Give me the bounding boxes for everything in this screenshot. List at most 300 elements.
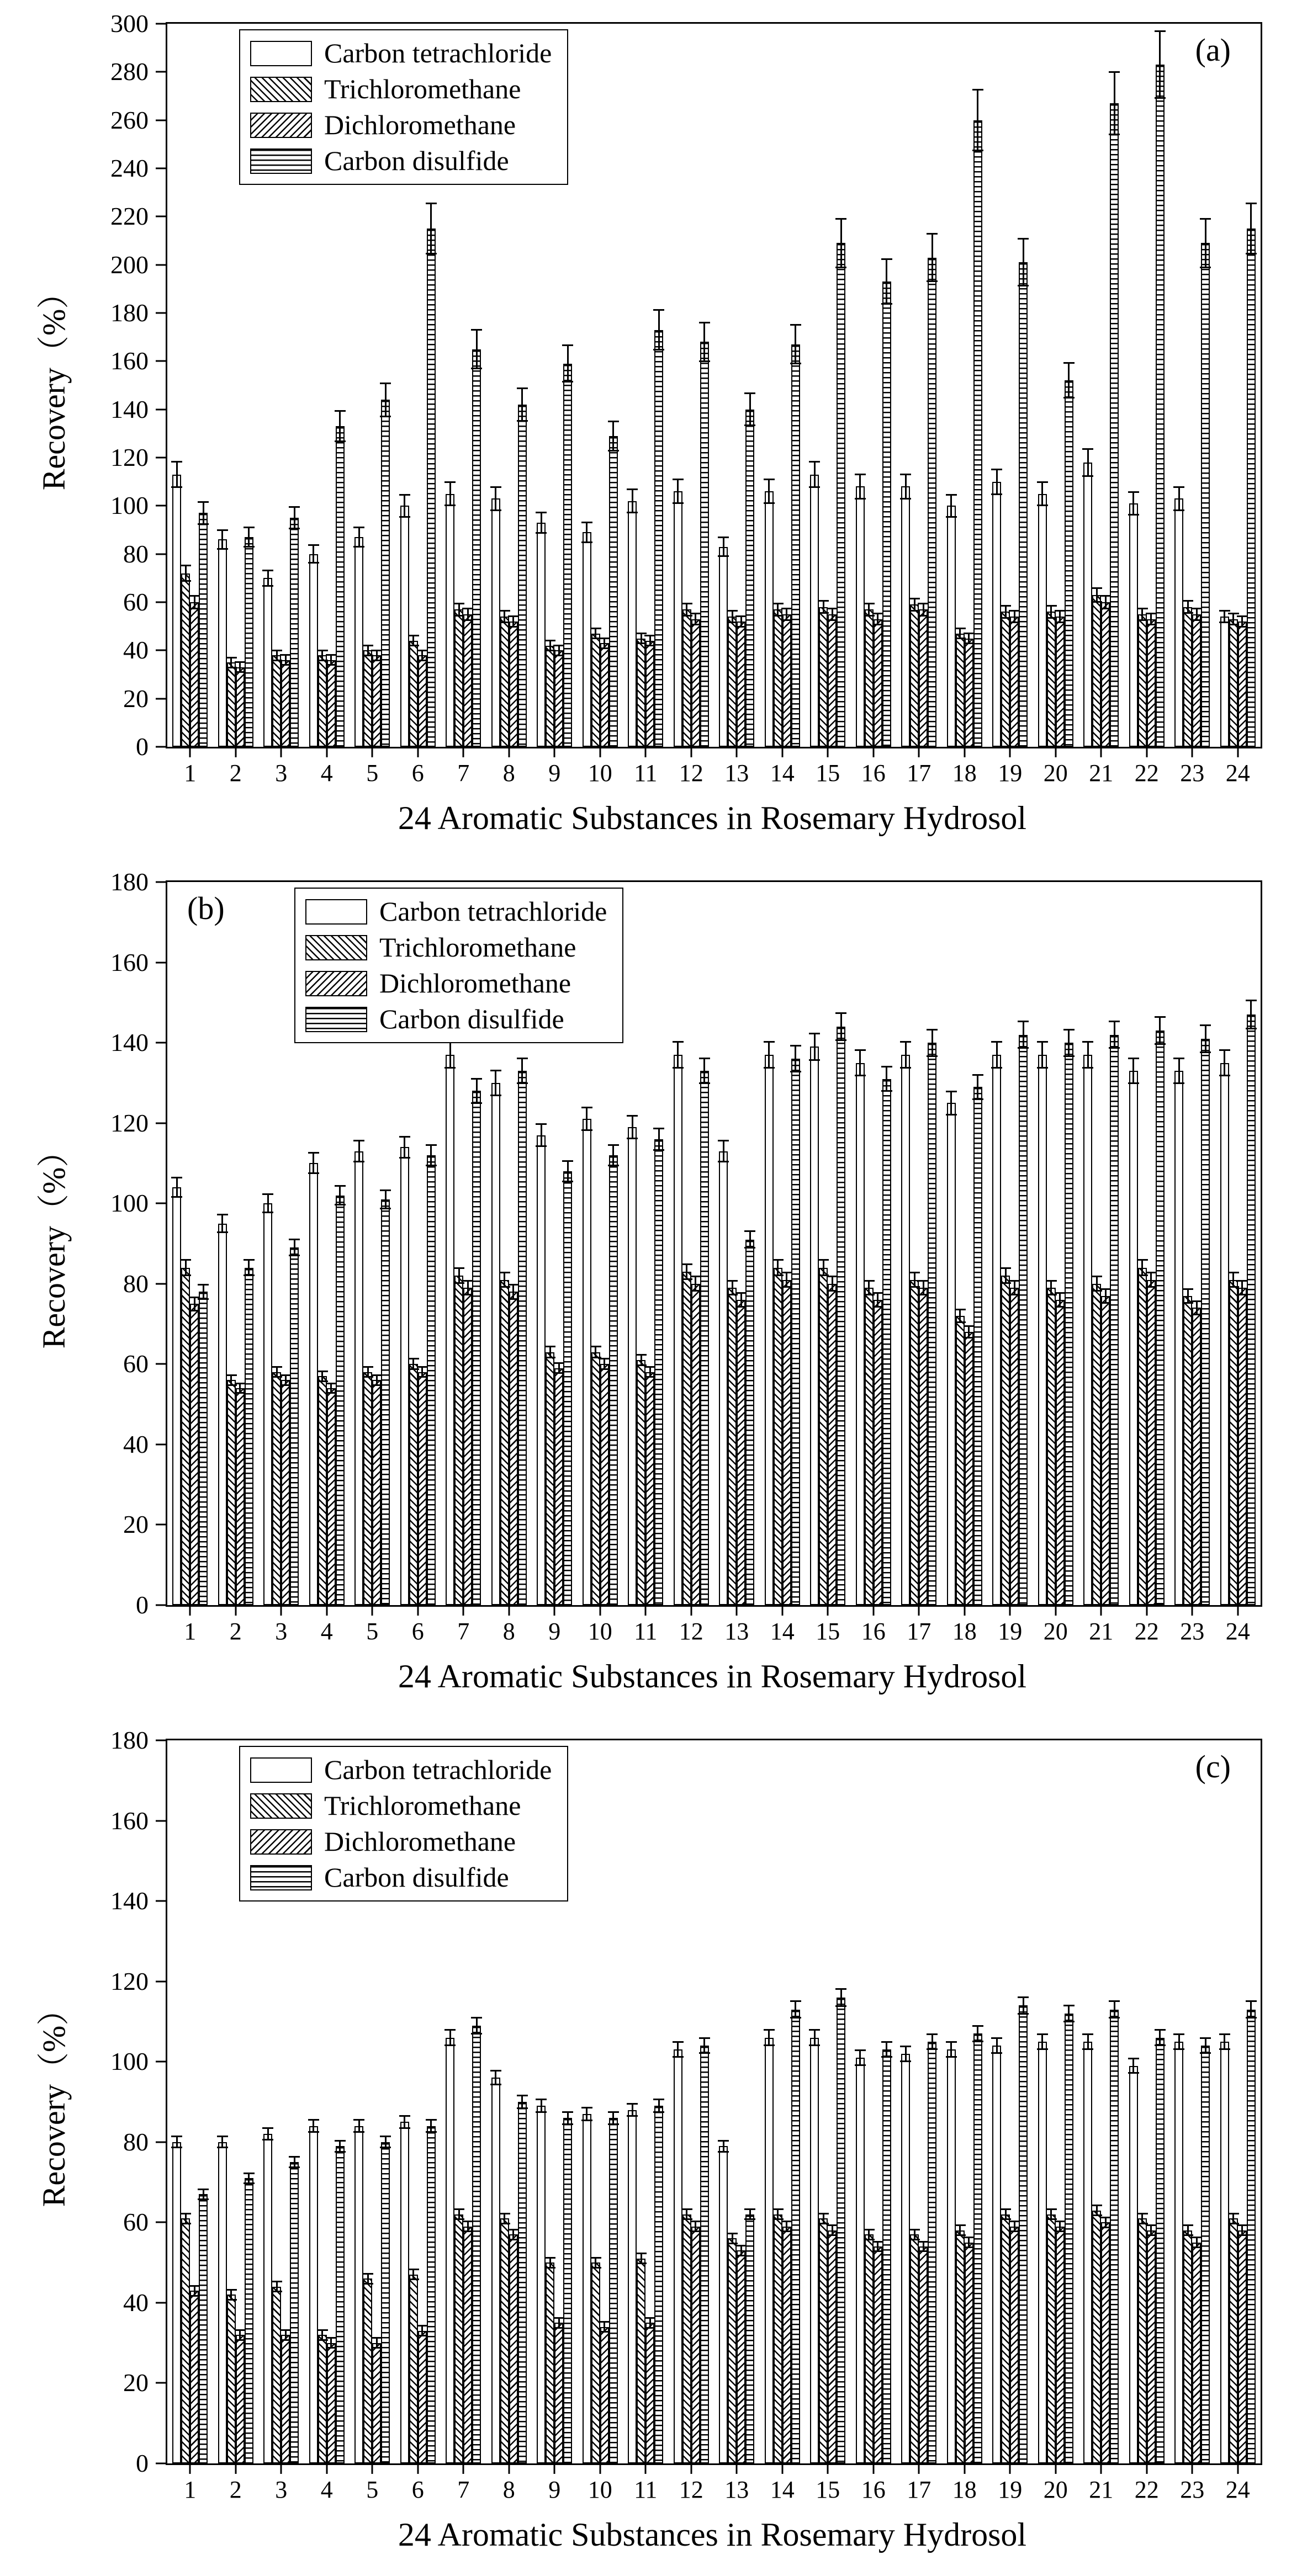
x-axis-tick bbox=[417, 2465, 419, 2474]
error-bar-cap-top bbox=[271, 650, 282, 651]
bar-diagonal-back-hatch bbox=[463, 2227, 472, 2463]
legend-label: Carbon disulfide bbox=[379, 1003, 564, 1034]
error-bar-line bbox=[267, 570, 269, 587]
error-bar-cap-bottom bbox=[718, 555, 729, 557]
error-bar-line bbox=[1050, 1280, 1052, 1296]
error-bar bbox=[380, 1189, 391, 1210]
error-bar-cap-bottom bbox=[644, 2327, 655, 2329]
bar-horizontal-hatch bbox=[928, 258, 936, 747]
bar-plain bbox=[583, 2114, 591, 2463]
x-tick-label: 8 bbox=[502, 759, 515, 787]
error-bar-cap-top bbox=[599, 2321, 610, 2323]
bar-diagonal-back-hatch bbox=[828, 1284, 837, 1605]
error-bar-line bbox=[795, 2000, 796, 2019]
error-bar-cap-top bbox=[1173, 1058, 1184, 1059]
error-bar-cap-top bbox=[280, 654, 291, 656]
x-axis-tick bbox=[189, 1607, 191, 1616]
error-bar-cap-top bbox=[1146, 613, 1157, 614]
x-tick-label: 16 bbox=[861, 759, 886, 787]
error-bar bbox=[553, 2317, 564, 2329]
bar-plain bbox=[537, 2106, 546, 2463]
error-bar-line bbox=[795, 1045, 796, 1072]
error-bar-line bbox=[914, 1272, 915, 1288]
error-bar bbox=[471, 1078, 482, 1104]
error-bar-cap-bottom bbox=[399, 1157, 410, 1159]
error-bar-cap-top bbox=[872, 2241, 883, 2243]
error-bar-cap-top bbox=[835, 218, 846, 220]
error-bar bbox=[835, 1988, 846, 2007]
error-bar-cap-bottom bbox=[991, 493, 1002, 495]
error-bar-cap-top bbox=[1137, 1259, 1148, 1261]
error-bar-line bbox=[996, 1041, 998, 1069]
error-bar-cap-bottom bbox=[881, 303, 892, 305]
error-bar-line bbox=[1224, 2033, 1225, 2051]
error-bar-cap-bottom bbox=[1237, 626, 1248, 628]
error-bar-line bbox=[886, 1066, 887, 1092]
y-tick-label: 100 bbox=[110, 1189, 149, 1218]
bar-horizontal-hatch bbox=[745, 410, 754, 747]
x-tick-label: 6 bbox=[411, 1618, 424, 1645]
y-axis-tick bbox=[156, 264, 166, 265]
error-bar bbox=[781, 2221, 792, 2232]
error-bar-cap-top bbox=[1109, 1021, 1120, 1022]
bar-plain bbox=[719, 547, 728, 747]
legend-item bbox=[250, 1755, 552, 1785]
y-tick-label: 20 bbox=[123, 684, 149, 713]
x-tick-label: 10 bbox=[588, 1618, 612, 1645]
y-axis-tick bbox=[156, 746, 166, 748]
error-bar-cap-top bbox=[1100, 2217, 1111, 2218]
error-bar-cap-top bbox=[644, 1366, 655, 1368]
error-bar-line bbox=[723, 537, 724, 556]
error-bar-cap-top bbox=[744, 392, 755, 394]
bar-horizontal-hatch bbox=[837, 243, 845, 747]
error-bar-cap-bottom bbox=[317, 1380, 328, 1382]
legend-item bbox=[305, 1004, 607, 1034]
error-bar-cap-top bbox=[335, 1185, 346, 1187]
error-bar bbox=[790, 324, 801, 364]
error-bar-cap-bottom bbox=[235, 671, 246, 673]
error-bar-line bbox=[1250, 203, 1252, 254]
error-bar-cap-top bbox=[1037, 481, 1048, 483]
x-axis-tick bbox=[372, 1607, 373, 1616]
error-bar bbox=[235, 2329, 246, 2341]
error-bar bbox=[872, 2241, 883, 2253]
error-bar-cap-top bbox=[718, 2140, 729, 2142]
error-bar bbox=[1137, 2213, 1148, 2224]
error-bar bbox=[198, 501, 209, 524]
error-bar bbox=[690, 2221, 701, 2232]
x-axis-tick bbox=[827, 748, 829, 757]
error-bar-cap-bottom bbox=[1082, 1067, 1093, 1069]
y-tick-label: 0 bbox=[136, 732, 149, 761]
error-bar-line bbox=[977, 1074, 978, 1100]
x-tick-label: 14 bbox=[770, 759, 795, 787]
error-bar-cap-top bbox=[217, 1214, 228, 1215]
error-bar bbox=[872, 613, 883, 625]
bar-diagonal-back-hatch bbox=[919, 1288, 928, 1605]
error-bar-cap-bottom bbox=[699, 360, 710, 362]
error-bar-cap-top bbox=[636, 633, 647, 634]
error-bar-cap-top bbox=[353, 2119, 364, 2121]
x-tick-label: 4 bbox=[320, 2476, 333, 2503]
error-bar-cap-top bbox=[727, 2233, 738, 2234]
error-bar-cap-top bbox=[581, 522, 592, 523]
bar-plain bbox=[583, 532, 591, 747]
bar-diagonal-back-hatch bbox=[327, 660, 336, 747]
error-bar-cap-top bbox=[1146, 2224, 1157, 2226]
bar-horizontal-hatch bbox=[745, 1240, 754, 1605]
error-bar-cap-bottom bbox=[444, 504, 456, 506]
bar-diagonal-forward-hatch bbox=[1001, 2214, 1010, 2463]
x-axis-tick bbox=[964, 1607, 965, 1616]
error-bar-cap-top bbox=[1219, 610, 1230, 612]
error-bar-cap-top bbox=[627, 2103, 638, 2105]
error-bar-cap-bottom bbox=[371, 660, 382, 661]
bar-diagonal-back-hatch bbox=[1010, 1288, 1019, 1605]
error-bar-cap-bottom bbox=[490, 2084, 501, 2085]
bar-plain bbox=[491, 1083, 500, 1605]
y-tick-label: 100 bbox=[110, 491, 149, 520]
error-bar bbox=[818, 2213, 829, 2224]
error-bar bbox=[235, 661, 246, 673]
y-axis-tick bbox=[156, 360, 166, 362]
error-bar-cap-top bbox=[1000, 1267, 1011, 1269]
bar-diagonal-back-hatch bbox=[418, 655, 427, 747]
error-bar bbox=[289, 2156, 300, 2168]
error-bar-cap-top bbox=[226, 1374, 237, 1376]
error-bar-line bbox=[1005, 1267, 1007, 1284]
error-bar-cap-bottom bbox=[681, 2218, 692, 2220]
error-bar-cap-top bbox=[235, 2329, 246, 2331]
error-bar-cap-top bbox=[727, 610, 738, 612]
error-bar-cap-top bbox=[399, 494, 410, 496]
x-axis-tick bbox=[554, 1607, 555, 1616]
error-bar-line bbox=[1114, 1021, 1115, 1049]
error-bar bbox=[462, 1280, 473, 1296]
error-bar-cap-top bbox=[1200, 218, 1211, 220]
y-axis-tick bbox=[156, 650, 166, 651]
bar-diagonal-back-hatch bbox=[554, 1368, 563, 1605]
y-tick-label: 240 bbox=[110, 154, 149, 182]
bar-diagonal-forward-hatch bbox=[409, 2275, 418, 2463]
error-bar-cap-bottom bbox=[180, 2223, 191, 2224]
error-bar-cap-bottom bbox=[855, 2064, 866, 2066]
error-bar bbox=[608, 1144, 619, 1167]
error-bar-line bbox=[1250, 1000, 1252, 1029]
bar-plain bbox=[1174, 498, 1183, 747]
error-bar-cap-bottom bbox=[653, 349, 664, 350]
error-bar bbox=[271, 2281, 282, 2292]
bar-horizontal-hatch bbox=[290, 2162, 299, 2463]
error-bar-cap-top bbox=[855, 1049, 866, 1051]
error-bar-cap-bottom bbox=[991, 2052, 1002, 2054]
error-bar-cap-top bbox=[972, 2025, 983, 2027]
x-axis-tick bbox=[1237, 2465, 1239, 2474]
bar-diagonal-forward-hatch bbox=[956, 2230, 965, 2463]
bar-diagonal-forward-hatch bbox=[363, 650, 372, 747]
error-bar-cap-top bbox=[781, 1272, 792, 1273]
error-bar-cap-bottom bbox=[699, 2052, 710, 2054]
bar-horizontal-hatch bbox=[1065, 2014, 1073, 2463]
error-bar bbox=[1219, 1049, 1230, 1076]
error-bar bbox=[308, 544, 319, 564]
error-bar-line bbox=[1196, 1300, 1198, 1315]
error-bar-cap-bottom bbox=[417, 1376, 428, 1378]
y-tick-label: 300 bbox=[110, 9, 149, 38]
error-bar-cap-bottom bbox=[835, 267, 846, 268]
y-axis-tick bbox=[156, 71, 166, 73]
x-axis-tick bbox=[918, 1607, 920, 1616]
error-bar bbox=[599, 2321, 610, 2333]
x-axis-tick bbox=[872, 748, 874, 757]
error-bar-cap-top bbox=[927, 1029, 938, 1031]
bar-diagonal-forward-hatch bbox=[591, 1352, 600, 1606]
bar-horizontal-hatch bbox=[381, 400, 390, 747]
error-bar bbox=[426, 203, 437, 254]
x-tick-label: 17 bbox=[907, 2476, 931, 2503]
bar-diagonal-back-hatch bbox=[919, 2246, 928, 2463]
error-bar-line bbox=[1159, 30, 1161, 99]
x-axis-tick bbox=[1146, 748, 1147, 757]
error-bar-line bbox=[1068, 2005, 1070, 2023]
bar-plain bbox=[719, 1151, 728, 1605]
error-bar-cap-bottom bbox=[462, 2230, 473, 2232]
error-bar-cap-top bbox=[772, 603, 784, 604]
bar-diagonal-back-hatch bbox=[1192, 614, 1201, 747]
error-bar-cap-top bbox=[835, 1988, 846, 1990]
x-axis-tick bbox=[1192, 748, 1193, 757]
error-bar-cap-top bbox=[872, 1292, 883, 1294]
error-bar-cap-bottom bbox=[1219, 1075, 1230, 1076]
error-bar-cap-bottom bbox=[399, 516, 410, 518]
error-bar-cap-bottom bbox=[599, 1368, 610, 1370]
bar-horizontal-hatch bbox=[245, 1268, 253, 1605]
error-bar-cap-top bbox=[508, 2229, 519, 2230]
x-tick-label: 21 bbox=[1089, 1618, 1114, 1645]
error-bar bbox=[417, 650, 428, 661]
x-axis-tick bbox=[690, 1607, 692, 1616]
error-bar-line bbox=[449, 1041, 451, 1069]
error-bar-cap-bottom bbox=[827, 619, 838, 621]
x-axis-tick bbox=[235, 2465, 236, 2474]
x-tick-label: 4 bbox=[320, 1618, 333, 1645]
error-bar bbox=[1009, 610, 1020, 623]
x-tick-label: 5 bbox=[366, 759, 379, 787]
error-bar-line bbox=[840, 1988, 842, 2007]
x-tick-label: 16 bbox=[861, 1618, 886, 1645]
error-bar-cap-top bbox=[827, 608, 838, 609]
error-bar-cap-top bbox=[499, 2213, 510, 2214]
x-tick-label: 15 bbox=[816, 2476, 840, 2503]
x-axis-tick bbox=[1237, 1607, 1239, 1616]
legend-label: Carbon tetrachloride bbox=[379, 896, 607, 927]
legend-label: Trichloromethane bbox=[324, 1790, 521, 1821]
y-axis-tick bbox=[156, 1980, 166, 1982]
error-bar-cap-top bbox=[1237, 2224, 1248, 2226]
bar-diagonal-back-hatch bbox=[828, 2230, 837, 2463]
error-bar bbox=[918, 603, 929, 617]
error-bar bbox=[835, 1012, 846, 1041]
error-bar-cap-top bbox=[991, 469, 1002, 470]
error-bar-cap-top bbox=[1200, 2037, 1211, 2039]
bar-plain bbox=[1174, 1071, 1183, 1605]
error-bar-cap-bottom bbox=[881, 1090, 892, 1092]
error-bar-cap-top bbox=[946, 2041, 957, 2043]
bar-diagonal-forward-hatch bbox=[1092, 1284, 1101, 1605]
error-bar-cap-top bbox=[517, 387, 528, 389]
error-bar-cap-top bbox=[636, 1354, 647, 1356]
bar-plain bbox=[1083, 1055, 1092, 1605]
legend-label: Trichloromethane bbox=[324, 73, 521, 104]
error-bar-cap-bottom bbox=[217, 548, 228, 550]
error-bar-line bbox=[495, 2070, 496, 2085]
error-bar-cap-top bbox=[517, 2095, 528, 2096]
error-bar-cap-bottom bbox=[289, 2166, 300, 2168]
bar-horizontal-hatch bbox=[563, 364, 572, 747]
error-bar-line bbox=[512, 1284, 514, 1299]
error-bar-cap-top bbox=[1046, 1280, 1057, 1282]
error-bar bbox=[608, 2111, 619, 2125]
error-bar-cap-bottom bbox=[1037, 2048, 1048, 2050]
error-bar bbox=[1128, 2058, 1139, 2074]
error-bar-cap-bottom bbox=[335, 440, 346, 442]
x-tick-label: 22 bbox=[1134, 759, 1159, 787]
error-bar bbox=[1200, 1024, 1211, 1053]
x-tick-label: 1 bbox=[184, 759, 197, 787]
error-bar bbox=[881, 2041, 892, 2058]
error-bar-cap-bottom bbox=[380, 416, 391, 417]
error-bar-cap-bottom bbox=[326, 664, 337, 666]
error-bar-cap-top bbox=[764, 1041, 775, 1043]
error-bar-line bbox=[586, 1107, 588, 1131]
error-bar bbox=[544, 2257, 555, 2269]
error-bar-cap-top bbox=[1246, 203, 1257, 204]
bar-diagonal-forward-hatch bbox=[318, 1376, 327, 1605]
error-bar-line bbox=[267, 1193, 269, 1213]
y-tick-label: 40 bbox=[123, 636, 149, 665]
error-bar-cap-top bbox=[308, 544, 319, 546]
error-bar-cap-bottom bbox=[673, 502, 684, 504]
bar-diagonal-forward-hatch bbox=[1183, 1296, 1192, 1605]
error-bar-cap-top bbox=[1228, 1272, 1239, 1273]
error-bar bbox=[744, 1230, 755, 1249]
bar-horizontal-hatch bbox=[1247, 1015, 1256, 1605]
legend-label: Trichloromethane bbox=[379, 932, 576, 963]
bar-plain bbox=[491, 2078, 500, 2463]
error-bar-cap-bottom bbox=[1246, 1028, 1257, 1029]
error-bar-cap-top bbox=[244, 1259, 255, 1261]
error-bar-cap-bottom bbox=[1237, 2234, 1248, 2236]
error-bar-cap-top bbox=[864, 2229, 875, 2230]
bar-diagonal-forward-hatch bbox=[181, 2218, 190, 2463]
bar-plain bbox=[172, 2142, 181, 2463]
x-axis-tick bbox=[645, 2465, 647, 2474]
y-axis-title: Recovery（%） bbox=[36, 1135, 72, 1349]
error-bar-line bbox=[859, 474, 861, 500]
error-bar bbox=[1082, 448, 1093, 477]
error-bar bbox=[490, 486, 501, 511]
error-bar-line bbox=[740, 1292, 742, 1308]
error-bar-line bbox=[886, 2041, 887, 2058]
bar-diagonal-back-hatch bbox=[190, 602, 199, 747]
error-bar bbox=[380, 2136, 391, 2148]
y-tick-label: 60 bbox=[123, 1350, 149, 1378]
error-bar-cap-bottom bbox=[627, 2115, 638, 2117]
bar-diagonal-back-hatch bbox=[1101, 602, 1110, 747]
error-bar-line bbox=[777, 1259, 779, 1276]
error-bar bbox=[499, 2213, 510, 2224]
error-bar-cap-top bbox=[1200, 1024, 1211, 1026]
bar-diagonal-forward-hatch bbox=[1229, 2218, 1238, 2463]
error-bar bbox=[872, 1292, 883, 1308]
error-bar bbox=[644, 635, 655, 646]
error-bar bbox=[326, 654, 337, 666]
error-bar-cap-top bbox=[371, 2337, 382, 2339]
chart-panel-b bbox=[0, 858, 1302, 1717]
y-tick-label: 200 bbox=[110, 250, 149, 279]
x-tick-label: 16 bbox=[861, 2476, 886, 2503]
x-tick-label: 12 bbox=[679, 2476, 703, 2503]
error-bar-cap-top bbox=[972, 1074, 983, 1076]
x-tick-label: 24 bbox=[1225, 2476, 1250, 2503]
bar-horizontal-hatch bbox=[290, 1247, 299, 1605]
error-bar bbox=[444, 1041, 456, 1069]
error-bar bbox=[335, 2140, 346, 2153]
y-tick-label: 80 bbox=[123, 1269, 149, 1298]
error-bar bbox=[517, 1058, 528, 1084]
error-bar-line bbox=[950, 2041, 952, 2058]
error-bar-cap-top bbox=[946, 494, 957, 496]
bar-diagonal-back-hatch bbox=[600, 1364, 609, 1605]
error-bar bbox=[217, 2136, 228, 2148]
error-bar bbox=[1109, 1021, 1120, 1049]
bar-diagonal-back-hatch bbox=[737, 622, 745, 747]
error-bar-cap-top bbox=[226, 2289, 237, 2291]
error-bar-line bbox=[677, 2041, 679, 2058]
error-bar bbox=[536, 512, 547, 534]
error-bar-line bbox=[1041, 2033, 1043, 2051]
bar-diagonal-forward-hatch bbox=[363, 1372, 372, 1605]
error-bar-cap-top bbox=[627, 488, 638, 490]
error-bar-cap-bottom bbox=[1109, 1047, 1120, 1049]
error-bar-cap-top bbox=[189, 595, 200, 597]
bar-diagonal-back-hatch bbox=[463, 1288, 472, 1605]
error-bar-cap-bottom bbox=[353, 546, 364, 548]
error-bar bbox=[517, 2095, 528, 2109]
error-bar bbox=[544, 1346, 555, 1358]
error-bar-cap-top bbox=[900, 474, 911, 475]
error-bar-cap-bottom bbox=[1219, 2048, 1230, 2050]
error-bar bbox=[198, 1284, 209, 1299]
error-bar-cap-top bbox=[1063, 2005, 1075, 2006]
error-bar-cap-bottom bbox=[544, 2267, 555, 2269]
bar-horizontal-hatch bbox=[1019, 1035, 1028, 1605]
error-bar-cap-bottom bbox=[772, 2218, 784, 2220]
error-bar-cap-top bbox=[462, 2221, 473, 2222]
bar-diagonal-back-hatch bbox=[1192, 2243, 1201, 2463]
error-bar bbox=[244, 527, 255, 548]
bar-plain bbox=[400, 2122, 409, 2463]
y-tick-label: 280 bbox=[110, 57, 149, 86]
error-bar-cap-bottom bbox=[1146, 624, 1157, 625]
error-bar bbox=[1155, 1016, 1166, 1045]
error-bar-cap-top bbox=[772, 2208, 784, 2210]
bar-diagonal-back-hatch bbox=[600, 643, 609, 747]
bar-diagonal-back-hatch bbox=[874, 619, 882, 747]
error-bar bbox=[1128, 1058, 1139, 1084]
bar-diagonal-forward-hatch bbox=[1183, 2230, 1192, 2463]
